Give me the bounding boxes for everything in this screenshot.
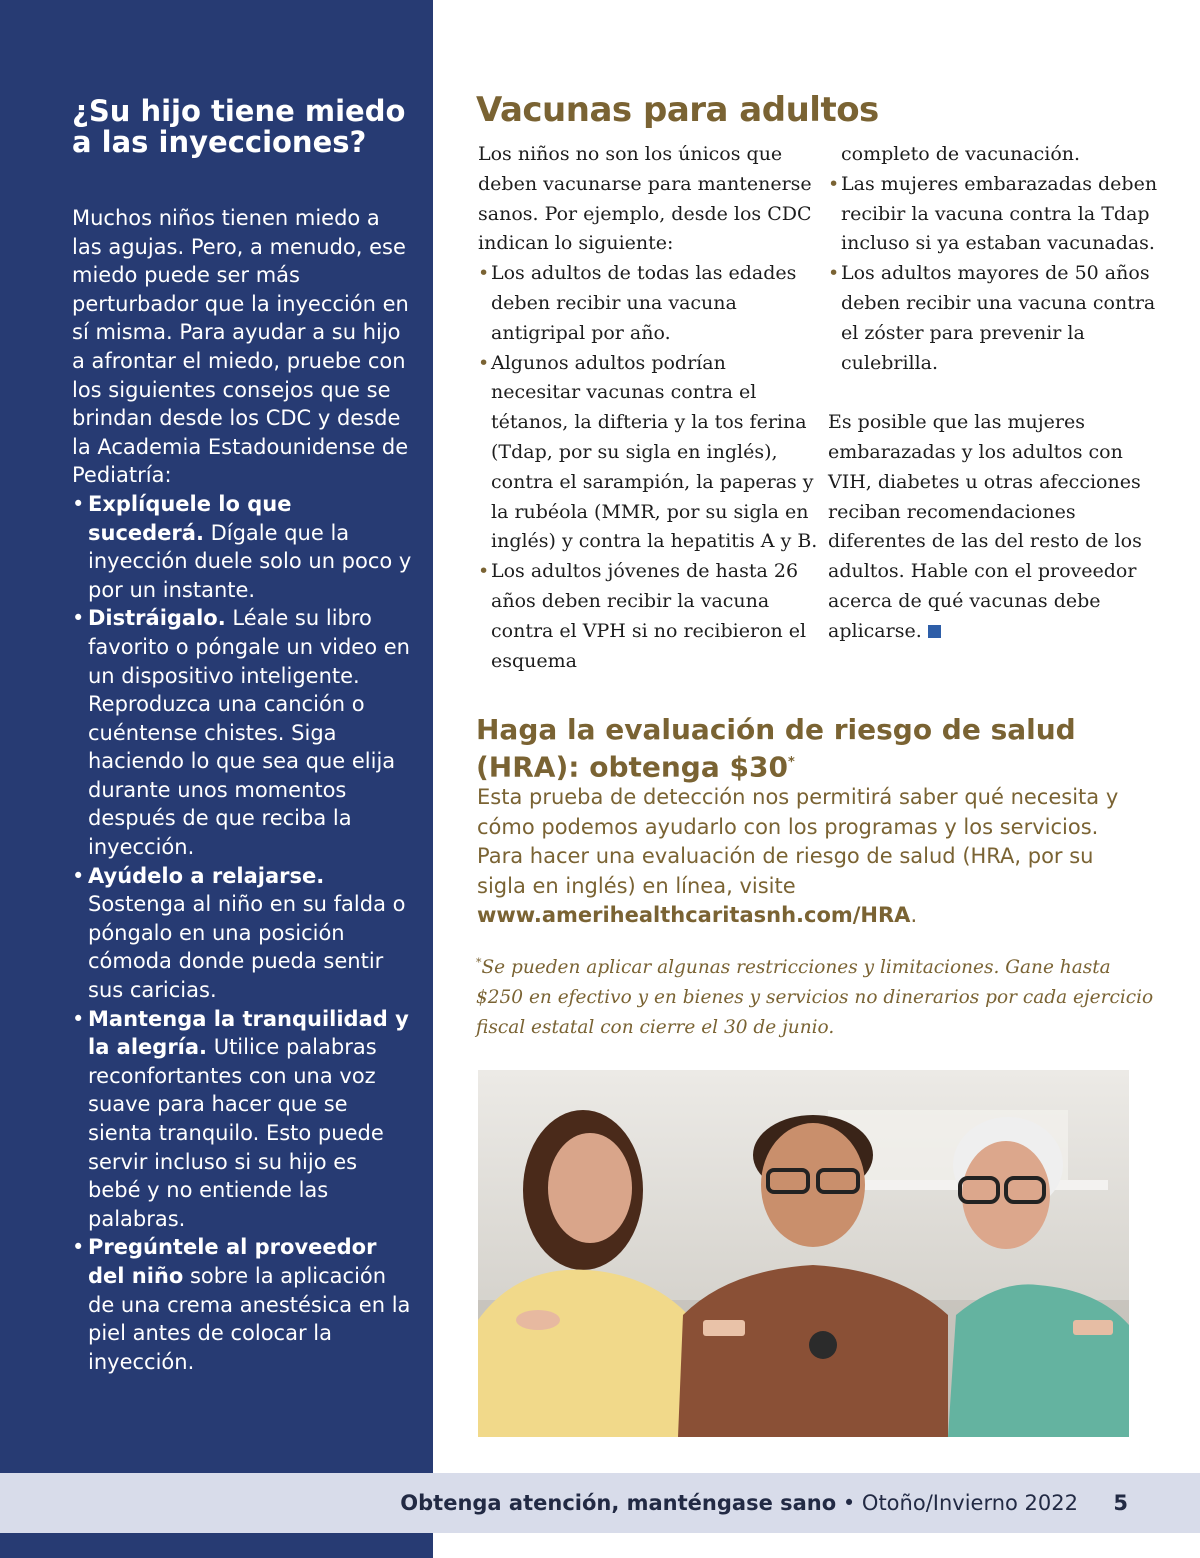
tip-text: Dígale que la inyección duele solo un poco y por un instante. bbox=[88, 520, 412, 602]
bullet-icon: • bbox=[72, 863, 85, 888]
hra-footnote bbox=[476, 948, 1156, 1043]
bullet-icon: • bbox=[72, 491, 85, 516]
bullet-text: Los adultos jóvenes de hasta 26 años deben recibir la vacuna contra el VPH si no recibieron el esquema bbox=[491, 560, 807, 672]
vaccines-closing bbox=[828, 408, 1168, 646]
bullet-icon: • bbox=[72, 1235, 85, 1260]
bullet-icon: • bbox=[478, 262, 490, 285]
vaccines-intro: Los niños no son los únicos que deben vacunarse para mantenerse sanos. Por ejemplo, desde los CDC indican lo siguiente: bbox=[478, 143, 812, 255]
list-item bbox=[72, 604, 412, 861]
bullet-text: Los adultos de todas las edades deben recibir una vacuna antigripal por año. bbox=[491, 262, 797, 344]
list-item bbox=[478, 259, 818, 348]
vaccines-title: Vacunas para adultos bbox=[476, 90, 879, 130]
tip-text: Utilice palabras reconfortantes con una voz suave para hacer que se sienta tranquilo. Esto puede servir incluso si su hijo es bebé y no entiende las palabras. bbox=[88, 1035, 384, 1231]
sidebar-content bbox=[72, 96, 412, 1376]
hra-title-text: Haga la evaluación de riesgo de salud (HRA): obtenga $30 bbox=[476, 713, 1076, 784]
bullet-icon: • bbox=[828, 262, 840, 285]
bullet-icon: • bbox=[72, 606, 85, 631]
vaccines-bullet-list bbox=[478, 259, 818, 676]
hra-link-period: . bbox=[910, 903, 918, 928]
bullet-text: Las mujeres embarazadas deben recibir la vacuna contra la Tdap incluso si ya estaban vacunadas. bbox=[841, 172, 1158, 255]
tip-heading: Ayúdelo a relajarse. bbox=[88, 863, 325, 888]
list-item bbox=[828, 140, 1168, 170]
list-item bbox=[828, 259, 1168, 378]
footer-publication bbox=[400, 1491, 1078, 1515]
tip-text: Léale su libro favorito o póngale un video en un dispositivo inteligente. Reproduzca una canción o cuéntense chistes. Siga haciendo lo que sea que elija durante unos momentos después de que reciba la inyección. bbox=[88, 606, 410, 860]
bullet-icon: • bbox=[478, 351, 490, 374]
photo-illustration bbox=[478, 1070, 1129, 1437]
tip-heading: Pregúntele al proveedor del niño bbox=[88, 1235, 377, 1288]
list-item bbox=[72, 862, 412, 1005]
bullet-icon: • bbox=[72, 1006, 85, 1031]
hra-title bbox=[476, 713, 1166, 783]
bullet-text: Los adultos mayores de 50 años deben recibir una vacuna contra el zóster para prevenir la culebrilla. bbox=[841, 262, 1156, 374]
list-item bbox=[72, 490, 412, 604]
sidebar-tips-list bbox=[72, 490, 412, 1376]
tip-text: sobre la aplicación de una crema anestésica en la piel antes de colocar la inyección. bbox=[88, 1263, 411, 1374]
bullet-icon: • bbox=[828, 172, 840, 195]
hra-footnote-mark: * bbox=[476, 956, 482, 969]
bullet-text: completo de vacunación. bbox=[841, 143, 1081, 165]
sidebar-panel bbox=[0, 0, 433, 1558]
end-of-article-icon bbox=[928, 625, 941, 638]
tip-heading: Distráigalo. bbox=[88, 606, 226, 631]
vaccines-bullet-list-continued bbox=[828, 140, 1168, 378]
list-item bbox=[478, 349, 818, 558]
list-item bbox=[828, 170, 1168, 259]
hra-body-text: Esta prueba de detección nos permitirá saber qué necesita y cómo podemos ayudarlo con los programas y los servicios. Para hacer una evaluación de riesgo de salud (HRA, por su sigla en inglés) en línea, visite bbox=[477, 785, 1119, 898]
hra-body bbox=[477, 783, 1137, 931]
sidebar-intro: Muchos niños tienen miedo a las agujas. Pero, a menudo, ese miedo puede ser más perturbador que la inyección en sí misma. Para ayudar a su hijo a afrontar el miedo, pruebe con los siguientes consejos que se brindan desde los CDC y desde la Academia Estadounidense de Pediatría: bbox=[72, 206, 409, 488]
hra-link[interactable]: www.amerihealthcaritasnh.com/HRA bbox=[477, 903, 911, 928]
list-item bbox=[72, 1005, 412, 1234]
list-item bbox=[478, 557, 818, 676]
footer-title: Obtenga atención, manténgase sano bbox=[400, 1491, 837, 1515]
vaccinated-adults-photo bbox=[478, 1070, 1129, 1437]
bullet-icon: • bbox=[478, 560, 490, 583]
footer-season: Otoño/Invierno 2022 bbox=[861, 1491, 1078, 1515]
tip-heading: Explíquele lo que sucederá. bbox=[88, 491, 292, 545]
vaccines-column-right bbox=[828, 140, 1168, 647]
vaccines-column-left bbox=[478, 140, 818, 676]
footer-separator: • bbox=[836, 1491, 862, 1515]
closing-text: Es posible que las mujeres embarazadas y los adultos con VIH, diabetes u otras afecciones reciban recomendaciones diferentes de las del resto de los adultos. Hable con el proveedor acerca de qué vacunas debe aplicarse. bbox=[828, 411, 1142, 642]
tip-text: Sostenga al niño en su falda o póngalo en una posición cómoda donde pueda sentir sus caricias. bbox=[88, 892, 406, 1003]
hra-title-footnote-mark: * bbox=[787, 755, 795, 770]
page-number: 5 bbox=[1113, 1491, 1128, 1515]
bullet-text: Algunos adultos podrían necesitar vacunas contra el tétanos, la difteria y la tos ferina (Tdap, por su sigla en inglés), contra el sarampión, la paperas y la rubéola (MMR, por su sigla en inglés) y contra la hepatitis A y B. bbox=[491, 351, 818, 553]
list-item bbox=[72, 1233, 412, 1376]
sidebar-title: ¿Su hijo tiene miedo a las inyecciones? bbox=[72, 94, 406, 159]
tip-heading: Mantenga la tranquilidad y la alegría. bbox=[88, 1006, 409, 1060]
hra-footnote-text: Se pueden aplicar algunas restricciones y limitaciones. Gane hasta $250 en efectivo y en bienes y servicios no dinerarios por cada ejercicio fiscal estatal con cierre el 30 de junio. bbox=[476, 957, 1154, 1039]
